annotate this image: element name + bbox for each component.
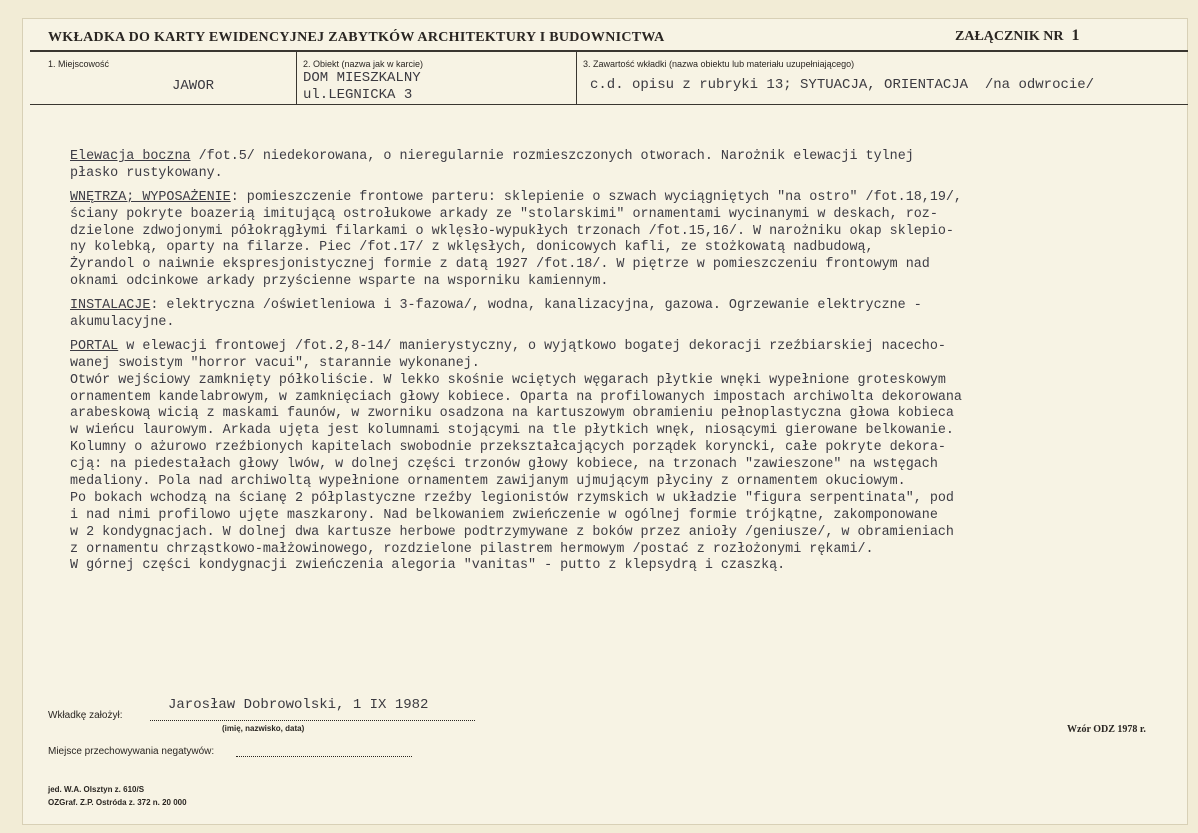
contents-label: 3. Zawartość wkładki (nazwa obiektu lub materiału uzupełniającego) xyxy=(583,59,855,69)
text-line: INSTALACJE: elektryczna /oświetleniowa i 3-fazowa/, wodna, kanalizacyjna, gazowa. Ogrzewanie elektryczne - xyxy=(70,298,922,314)
form-pattern: Wzór ODZ 1978 r. xyxy=(1067,724,1146,735)
annex-label xyxy=(955,27,1080,45)
text-line: Elewacja boczna /fot.5/ niedekorowana, o nieregularnie rozmieszczonych otworach. Narożnik elewacji tylnej xyxy=(70,149,914,164)
paragraph-side-elevation xyxy=(70,149,1180,183)
text-line: ornamentem kandelabrowym, w zamknięciach głowy kobiece. Oparta na profilowanych impostach archiwolta dekorowana xyxy=(70,389,962,405)
contents-value: c.d. opisu z rubryki 13; SYTUACJA, ORIENTACJA /na odwrocie/ xyxy=(590,77,1095,93)
field-separator-1 xyxy=(296,52,297,104)
section-heading: WNĘTRZA; WYPOSAŻENIE xyxy=(70,189,231,205)
text-line: W górnej części kondygnacji zwieńczenia alegoria "vanitas" - putto z klepsydrą i czaszką. xyxy=(70,558,786,574)
text-line: ściany pokryte boazerią imitującą ostrołukowe arkady ze "stolarskimi" ornamentami wycinanymi w deskach, roz- xyxy=(70,206,938,222)
field-separator-2 xyxy=(576,52,577,104)
founded-hint: (imię, nazwisko, data) xyxy=(222,724,305,733)
text-line: dzielone zdwojonymi półokrągłymi filarkami o wklęsło-wypukłych trzonach /fot.15,16/. W narożniku okap sklepio- xyxy=(70,223,954,239)
text-line: arabeskową wicią z maskami faunów, w zworniku osadzona na kartuszowym obramieniu pełnoplastyczna głowa kobieca xyxy=(70,406,954,422)
text-line: z ornamentu chrząstkowo-małżowinowego, rozdzielone pilastrem hermowym /postać z rozłożonymi rękami/. xyxy=(70,541,874,557)
printer-line-2: OZGraf. Z.P. Ostróda z. 372 n. 20 000 xyxy=(48,798,187,807)
section-heading: PORTAL xyxy=(70,338,119,354)
object-value-line2: ul.LEGNICKA 3 xyxy=(303,87,413,103)
header-rule xyxy=(30,50,1188,52)
negatives-label: Miejsce przechowywania negatywów: xyxy=(48,746,215,757)
text-line: medaliony. Pola nad archiwoltą wypełnione ornamentem zawijanym ujmującym płyciny z ornamentem okuciowym. xyxy=(70,474,906,490)
text-line: PORTAL w elewacji frontowej /fot.2,8-14/ manierystyczny, o wyjątkowo bogatej dekoracji rzeźbiarskiej nacecho- xyxy=(70,338,946,354)
text-line: płasko rustykowany. xyxy=(70,165,223,181)
paragraph-interiors xyxy=(70,190,1180,291)
printer-line-1: jed. W.A. Olsztyn z. 610/S xyxy=(48,785,145,794)
object-value-line1: DOM MIESZKALNY xyxy=(303,70,421,86)
text-line: ny kolebką, oparty na filarze. Piec /fot.17/ z wklęsłych, donicowych kafli, ze stożkowatą nadbudową, xyxy=(70,240,874,256)
text-line: w 2 kondygnacjach. W dolnej dwa kartusze herbowe podtrzymywane z boków przez anioły /geniusze/, w obramieniach xyxy=(70,524,954,540)
paragraph-portal xyxy=(70,339,1180,575)
section-heading: INSTALACJE xyxy=(70,298,151,314)
annex-number: 1 xyxy=(1071,27,1080,44)
text-line: cją: na piedestałach głowy lwów, w dolnej części trzonów głowy kobiece, na trzonach "zawieszone" na wstęgach xyxy=(70,457,938,473)
text-line: i nad nimi profilowo ujęte maszkarony. Nad belkowaniem zwieńczenie w ogólnej formie trójkątne, zakomponowane xyxy=(70,507,938,523)
locality-value: JAWOR xyxy=(172,78,215,94)
founded-label: Wkładkę założył: xyxy=(48,710,123,721)
text-line: akumulacyjne. xyxy=(70,315,175,331)
text-line: w wieńcu laurowym. Arkada ujęta jest kolumnami stojącymi na tle płytkich wnęk, niosącymi gierowane belkowanie. xyxy=(70,423,954,439)
form-title: WKŁADKA DO KARTY EWIDENCYJNEJ ZABYTKÓW ARCHITEKTURY I BUDOWNICTWA xyxy=(48,30,665,45)
text-line: Po bokach wchodzą na ścianę 2 półplastyczne rzeźby legionistów rzymskich w układzie "figura serpentinata", pod xyxy=(70,490,954,506)
object-label: 2. Obiekt (nazwa jak w karcie) xyxy=(303,59,424,69)
annex-label-text: ZAŁĄCZNIK NR xyxy=(955,29,1064,44)
text-line: oknami odcinkowe arkady przyścienne wsparte na wsporniku kamiennym. xyxy=(70,274,609,290)
text-line: Kolumny o ażurowo rzeźbionych kapitelach swobodnie przekształcających porządek koryncki, całe pokryte dekora- xyxy=(70,440,946,456)
text-line: Otwór wejściowy zamknięty półkoliście. W lekko skośnie wciętych węgarach płytkie wnęki wypełnione groteskowym xyxy=(70,372,946,388)
paragraph-installations xyxy=(70,298,1180,332)
text-line: WNĘTRZA; WYPOSAŻENIE: pomieszczenie frontowe parteru: sklepienie o szwach wyciągniętych "na ostro" /fot.18,19/, xyxy=(70,189,962,205)
fields-rule xyxy=(30,104,1188,105)
locality-label: 1. Miejscowość xyxy=(48,59,110,69)
section-heading: Elewacja boczna xyxy=(70,149,191,164)
negatives-dotline xyxy=(236,756,412,757)
text-line: wanej swoistym "horror vacui", starannie wykonanej. xyxy=(70,355,480,371)
founded-dotline xyxy=(150,720,475,721)
text-line: Żyrandol o naiwnie ekspresjonistycznej formie z datą 1927 /fot.18/. W piętrze w pomieszczeniu frontowym nad xyxy=(70,257,930,273)
description-text xyxy=(70,149,1180,575)
founded-value: Jarosław Dobrowolski, 1 IX 1982 xyxy=(168,697,429,713)
